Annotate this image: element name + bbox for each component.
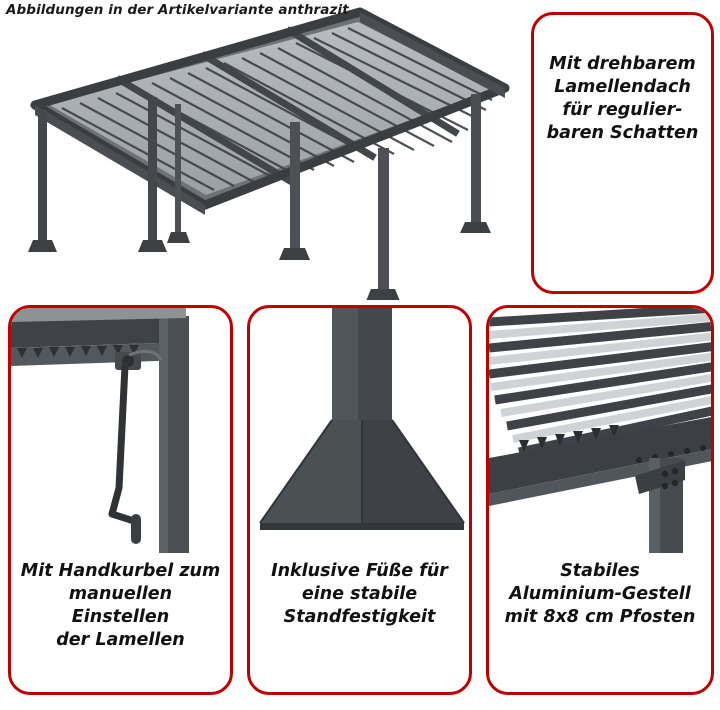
- caption-line: Standfestigkeit: [283, 607, 436, 628]
- feature-panel-louvered-roof: [531, 12, 714, 294]
- feature-panel-hand-crank: [8, 305, 233, 695]
- caption-line: Stabiles: [560, 561, 640, 581]
- aluminium-frame-image: [489, 308, 711, 553]
- feature-caption-louvered-roof: [534, 53, 711, 145]
- caption-line: Inklusive Füße für: [271, 561, 448, 581]
- caption-line: mit 8x8 cm Pfosten: [504, 607, 696, 628]
- pergola-product-illustration: [0, 0, 525, 300]
- caption-line: eine stabile: [301, 584, 418, 605]
- caption-line: Mit drehbarem: [549, 54, 696, 74]
- caption-line: Lamellendach: [554, 77, 691, 98]
- hand-crank-svg: [11, 308, 230, 553]
- feature-caption-aluminium-frame: [489, 560, 711, 629]
- top-caption: Abbildungen in der Artikelvariante anthrazit: [6, 2, 349, 18]
- caption-line: Aluminium-Gestell: [509, 584, 691, 605]
- caption-line: der Lamellen: [56, 630, 185, 651]
- feature-panel-feet: [247, 305, 472, 695]
- caption-line: Mit Handkurbel zum: [20, 561, 221, 581]
- pergola-svg: [0, 0, 525, 300]
- feature-caption-hand-crank: [11, 560, 230, 652]
- caption-line: manuellen Einstellen: [68, 584, 173, 628]
- caption-line: baren Schatten: [546, 123, 699, 144]
- caption-line: für regulier-: [562, 100, 683, 121]
- feature-caption-feet: [250, 560, 469, 629]
- post-foot-svg: [250, 308, 469, 553]
- feature-panel-aluminium-frame: [486, 305, 714, 695]
- hand-crank-image: [11, 308, 230, 553]
- aluminium-frame-svg: [489, 308, 711, 553]
- post-foot-image: [250, 308, 469, 553]
